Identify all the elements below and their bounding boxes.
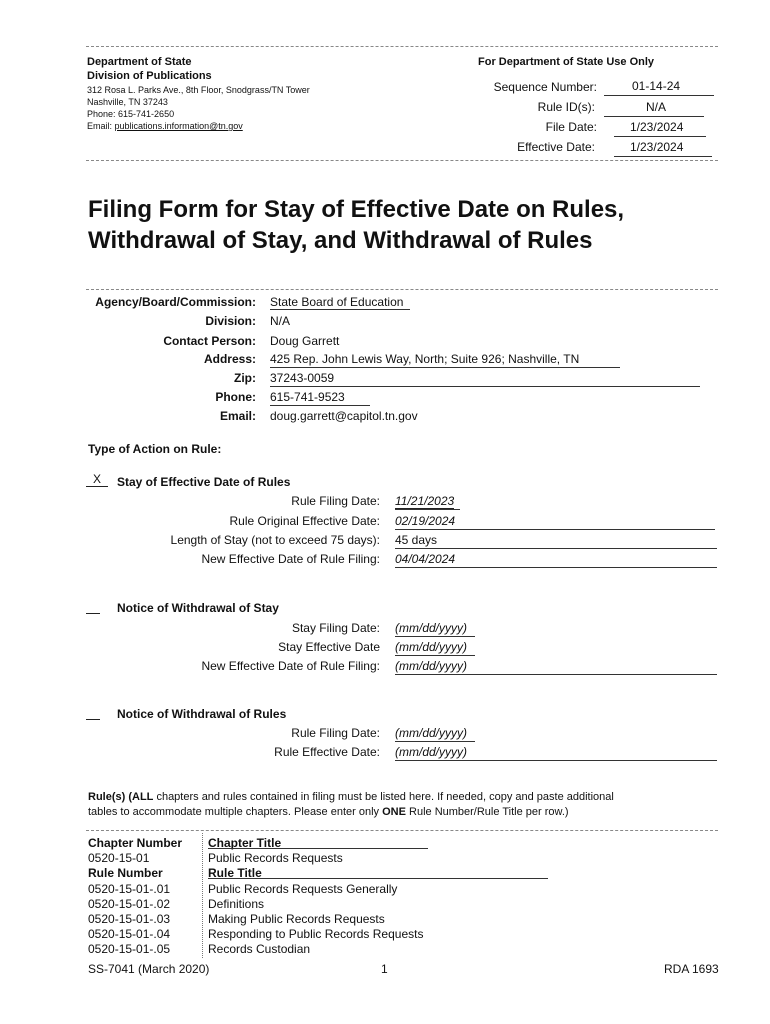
table-top-rule — [86, 830, 718, 831]
header-top-rule — [86, 46, 718, 47]
address-value[interactable]: 425 Rep. John Lewis Way, North; Suite 926; Nashville, TN — [270, 352, 580, 366]
file-date-label: File Date: — [545, 120, 597, 134]
rules-note-line-2a: tables to accommodate multiple chapters. Please enter only — [88, 806, 383, 818]
stay-new-effective-label: New Effective Date of Rule Filing: — [201, 659, 380, 673]
email-value[interactable]: doug.garrett@capitol.tn.gov — [270, 409, 418, 423]
phone-value[interactable]: 615-741-9523 — [270, 390, 345, 404]
rule-filing-date-line — [395, 509, 460, 510]
division-label: Division: — [205, 314, 256, 328]
contact-value[interactable]: Doug Garrett — [270, 334, 340, 348]
chapter-number: 0520-15-01 — [88, 851, 150, 865]
stay-new-effective-value[interactable]: (mm/dd/yyyy) — [395, 659, 467, 673]
rule-title-line — [208, 878, 548, 879]
footer-form-id: SS-7041 (March 2020) — [88, 962, 210, 976]
footer-page-number: 1 — [381, 962, 388, 976]
rule-number-4: 0520-15-01-.04 — [88, 927, 171, 941]
email-label: Email: — [219, 409, 256, 423]
rule-number-header: Rule Number — [88, 866, 163, 880]
withdrawal-rules-checkbox[interactable] — [86, 706, 100, 720]
withdrawal-rule-filing-label: Rule Filing Date: — [291, 726, 380, 740]
dept-address-2: Nashville, TN 37243 — [87, 97, 168, 107]
rule-id-line — [604, 116, 704, 117]
phone-line — [270, 405, 370, 406]
file-date-line — [614, 136, 706, 137]
dept-name: Department of State — [87, 56, 192, 68]
rule-original-effective-value[interactable]: 02/19/2024 — [395, 514, 456, 528]
new-effective-label: New Effective Date of Rule Filing: — [201, 552, 380, 566]
stay-title: Stay of Effective Date of Rules — [117, 475, 291, 489]
chapter-title-header: Chapter Title — [208, 836, 282, 850]
rule-number-2: 0520-15-01-.02 — [88, 897, 171, 911]
chapter-number-header: Chapter Number — [88, 836, 183, 850]
effective-date-label: Effective Date: — [517, 140, 595, 154]
stay-effective-date-value[interactable]: (mm/dd/yyyy) — [395, 640, 467, 654]
type-of-action-label: Type of Action on Rule: — [88, 442, 222, 456]
length-of-stay-line — [395, 548, 717, 549]
sequence-label: Sequence Number: — [493, 80, 597, 94]
footer-rda: RDA 1693 — [664, 962, 719, 976]
stay-filing-date-value[interactable]: (mm/dd/yyyy) — [395, 621, 467, 635]
form-title-line-2: Withdrawal of Stay, and Withdrawal of Rules — [88, 227, 593, 254]
rule-title-5: Records Custodian — [208, 942, 311, 956]
division-value[interactable]: N/A — [270, 314, 291, 328]
rule-title-4: Responding to Public Records Requests — [208, 927, 424, 941]
chapter-title: Public Records Requests — [208, 851, 343, 865]
agency-top-rule — [86, 289, 718, 290]
withdrawal-stay-title: Notice of Withdrawal of Stay — [117, 601, 279, 615]
new-effective-line — [395, 567, 717, 568]
rule-original-effective-label: Rule Original Effective Date: — [229, 514, 380, 528]
dept-email-row — [87, 121, 243, 132]
dept-email-link[interactable]: publications.information@tn.gov — [114, 121, 243, 131]
withdrawal-rule-filing-value[interactable]: (mm/dd/yyyy) — [395, 726, 467, 740]
rule-id-label: Rule ID(s): — [537, 100, 595, 114]
stay-checkbox[interactable] — [86, 472, 108, 487]
agency-label: Agency/Board/Commission: — [95, 295, 256, 309]
file-date-value: 1/23/2024 — [630, 120, 684, 134]
stay-filing-date-label: Stay Filing Date: — [291, 621, 380, 635]
rule-title-1: Public Records Requests Generally — [208, 882, 398, 896]
zip-value[interactable]: 37243-0059 — [270, 371, 335, 385]
contact-label: Contact Person: — [163, 334, 256, 348]
rules-note-one: ONE — [382, 806, 406, 818]
rules-note-line-1 — [88, 791, 728, 803]
rule-original-effective-line — [395, 529, 715, 530]
withdrawal-stay-checkbox[interactable] — [86, 600, 100, 614]
form-title-line-1: Filing Form for Stay of Effective Date on Rules, — [88, 196, 625, 223]
effective-date-line — [614, 156, 712, 157]
dept-address-1: 312 Rosa L. Parks Ave., 8th Floor, Snodgrass/TN Tower — [87, 85, 310, 95]
stay-new-effective-line — [395, 674, 717, 675]
zip-label: Zip: — [234, 371, 256, 385]
rule-title-header: Rule Title — [208, 866, 262, 880]
address-label: Address: — [203, 352, 256, 366]
withdrawal-rule-filing-line — [395, 741, 475, 742]
rules-note-bold: Rule(s) (ALL — [88, 791, 154, 803]
zip-line — [270, 386, 700, 387]
stay-filing-date-line — [395, 636, 475, 637]
rule-filing-date-label: Rule Filing Date: — [291, 494, 380, 508]
withdrawal-rule-effective-value[interactable]: (mm/dd/yyyy) — [395, 745, 467, 759]
length-of-stay-label: Length of Stay (not to exceed 75 days): — [170, 533, 380, 547]
withdrawal-rule-effective-line — [395, 760, 717, 761]
new-effective-value[interactable]: 04/04/2024 — [395, 552, 456, 566]
withdrawal-rules-title: Notice of Withdrawal of Rules — [117, 707, 287, 721]
effective-date-value: 1/23/2024 — [630, 140, 684, 154]
chapter-title-line — [208, 848, 428, 849]
dept-email-label: Email: — [87, 121, 113, 131]
rules-note-line-2 — [88, 806, 728, 818]
agency-line — [270, 309, 410, 310]
length-of-stay-value[interactable]: 45 days — [395, 533, 438, 547]
withdrawal-rule-effective-label: Rule Effective Date: — [274, 745, 380, 759]
dept-phone: Phone: 615-741-2650 — [87, 109, 175, 119]
sequence-line — [604, 95, 714, 96]
stay-check-mark: X — [92, 472, 101, 486]
agency-value[interactable]: State Board of Education — [270, 295, 404, 309]
table-column-divider — [202, 833, 203, 958]
state-use-title: For Department of State Use Only — [478, 56, 655, 68]
rules-note-rest: chapters and rules contained in filing must be listed here. If needed, copy and paste additional — [153, 791, 614, 803]
dept-division: Division of Publications — [87, 70, 212, 82]
address-line — [270, 367, 620, 368]
rule-number-3: 0520-15-01-.03 — [88, 912, 171, 926]
rule-filing-date-value[interactable]: 11/21/2023 — [395, 494, 455, 508]
rule-id-value: N/A — [646, 100, 667, 114]
rule-number-5: 0520-15-01-.05 — [88, 942, 171, 956]
rules-note-line-2b: Rule Number/Rule Title per row.) — [405, 806, 569, 818]
stay-effective-date-line — [395, 655, 475, 656]
sequence-value: 01-14-24 — [632, 79, 681, 93]
rule-number-1: 0520-15-01-.01 — [88, 882, 171, 896]
rule-title-2: Definitions — [208, 897, 265, 911]
phone-label: Phone: — [215, 390, 256, 404]
header-bottom-rule — [86, 160, 718, 161]
rule-title-3: Making Public Records Requests — [208, 912, 385, 926]
stay-effective-date-label: Stay Effective Date — [278, 640, 380, 654]
